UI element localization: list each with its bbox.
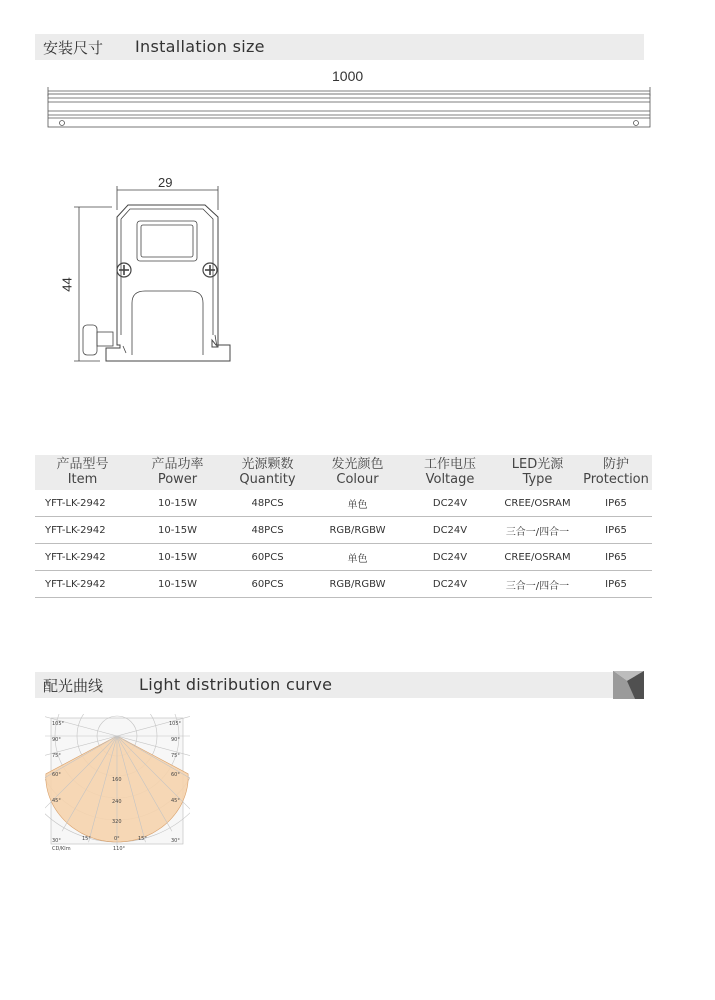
cell-voltage: DC24V bbox=[405, 517, 495, 544]
header-quantity: 光源颗数 Quantity bbox=[225, 455, 310, 490]
cell-power: 10-15W bbox=[130, 571, 225, 598]
angle-label-left-45: 45° bbox=[52, 798, 61, 804]
intensity-label-320: 320 bbox=[112, 819, 122, 825]
angle-label-right-45: 45° bbox=[171, 798, 180, 804]
cell-power: 10-15W bbox=[130, 544, 225, 571]
cell-type: 三合一/四合一 bbox=[495, 571, 580, 598]
side-view-drawing bbox=[40, 82, 660, 132]
bottom-label-0: 0° bbox=[114, 836, 120, 842]
width-dimension: 29 bbox=[158, 175, 173, 190]
table-header-row bbox=[35, 455, 652, 490]
intensity-label-240: 240 bbox=[112, 799, 122, 805]
cell-power: 10-15W bbox=[130, 490, 225, 517]
angle-label-left-30: 30° bbox=[52, 838, 61, 844]
angle-label-right-105: 105° bbox=[169, 721, 182, 727]
beam-angle-label: 110° bbox=[113, 846, 126, 852]
spec-table bbox=[35, 455, 652, 598]
light-curve-title-en: Light distribution curve bbox=[139, 675, 333, 694]
cell-voltage: DC24V bbox=[405, 544, 495, 571]
cell-colour: RGB/RGBW bbox=[310, 517, 405, 544]
cell-item: YFT-LK-2942 bbox=[35, 517, 130, 544]
brand-corner-icon bbox=[613, 671, 644, 699]
header-power: 产品功率 Power bbox=[130, 455, 225, 490]
header-protection: 防护 Protection bbox=[580, 455, 652, 490]
cell-protection: IP65 bbox=[580, 517, 652, 544]
angle-label-right-60: 60° bbox=[171, 772, 180, 778]
angle-label-left-105: 105° bbox=[52, 721, 65, 727]
light-distribution-chart bbox=[45, 714, 190, 854]
angle-label-left-90: 90° bbox=[52, 737, 61, 743]
cell-colour: RGB/RGBW bbox=[310, 571, 405, 598]
cell-quantity: 48PCS bbox=[225, 490, 310, 517]
table-row bbox=[35, 544, 652, 571]
header-voltage: 工作电压 Voltage bbox=[405, 455, 495, 490]
angle-label-right-90: 90° bbox=[171, 737, 180, 743]
cell-colour: 单色 bbox=[310, 490, 405, 517]
light-curve-title-cn: 配光曲线 bbox=[43, 677, 104, 695]
cell-quantity: 60PCS bbox=[225, 544, 310, 571]
cell-type: 三合一/四合一 bbox=[495, 517, 580, 544]
cell-protection: IP65 bbox=[580, 571, 652, 598]
table-row bbox=[35, 490, 652, 517]
cell-protection: IP65 bbox=[580, 544, 652, 571]
cell-type: CREE/OSRAM bbox=[495, 490, 580, 517]
header-type: LED光源 Type bbox=[495, 455, 580, 490]
installation-section-header bbox=[35, 34, 644, 60]
length-dimension: 1000 bbox=[332, 68, 364, 84]
cell-power: 10-15W bbox=[130, 517, 225, 544]
cross-section-drawing bbox=[70, 185, 245, 365]
installation-title-cn: 安装尺寸 bbox=[43, 39, 104, 57]
cell-protection: IP65 bbox=[580, 490, 652, 517]
cell-item: YFT-LK-2942 bbox=[35, 490, 130, 517]
cell-item: YFT-LK-2942 bbox=[35, 544, 130, 571]
cell-voltage: DC24V bbox=[405, 490, 495, 517]
header-colour: 发光颜色 Colour bbox=[310, 455, 405, 490]
header-item: 产品型号 Item bbox=[35, 455, 130, 490]
cell-item: YFT-LK-2942 bbox=[35, 571, 130, 598]
cell-quantity: 60PCS bbox=[225, 571, 310, 598]
cell-type: CREE/OSRAM bbox=[495, 544, 580, 571]
angle-label-right-75: 75° bbox=[171, 753, 180, 759]
table-row bbox=[35, 571, 652, 598]
angle-label-left-75: 75° bbox=[52, 753, 61, 759]
cell-colour: 单色 bbox=[310, 544, 405, 571]
installation-title-en: Installation size bbox=[135, 37, 265, 56]
cell-voltage: DC24V bbox=[405, 571, 495, 598]
light-curve-section-header bbox=[35, 672, 644, 698]
bottom-label-15-left: 15° bbox=[82, 836, 91, 842]
height-dimension: 44 bbox=[59, 277, 75, 292]
angle-label-right-30: 30° bbox=[171, 838, 180, 844]
bottom-label-15-right: 15° bbox=[138, 836, 147, 842]
unit-label: CD/Klm bbox=[52, 846, 71, 852]
table-row bbox=[35, 517, 652, 544]
cell-quantity: 48PCS bbox=[225, 517, 310, 544]
intensity-label-160: 160 bbox=[112, 777, 122, 783]
angle-label-left-60: 60° bbox=[52, 772, 61, 778]
